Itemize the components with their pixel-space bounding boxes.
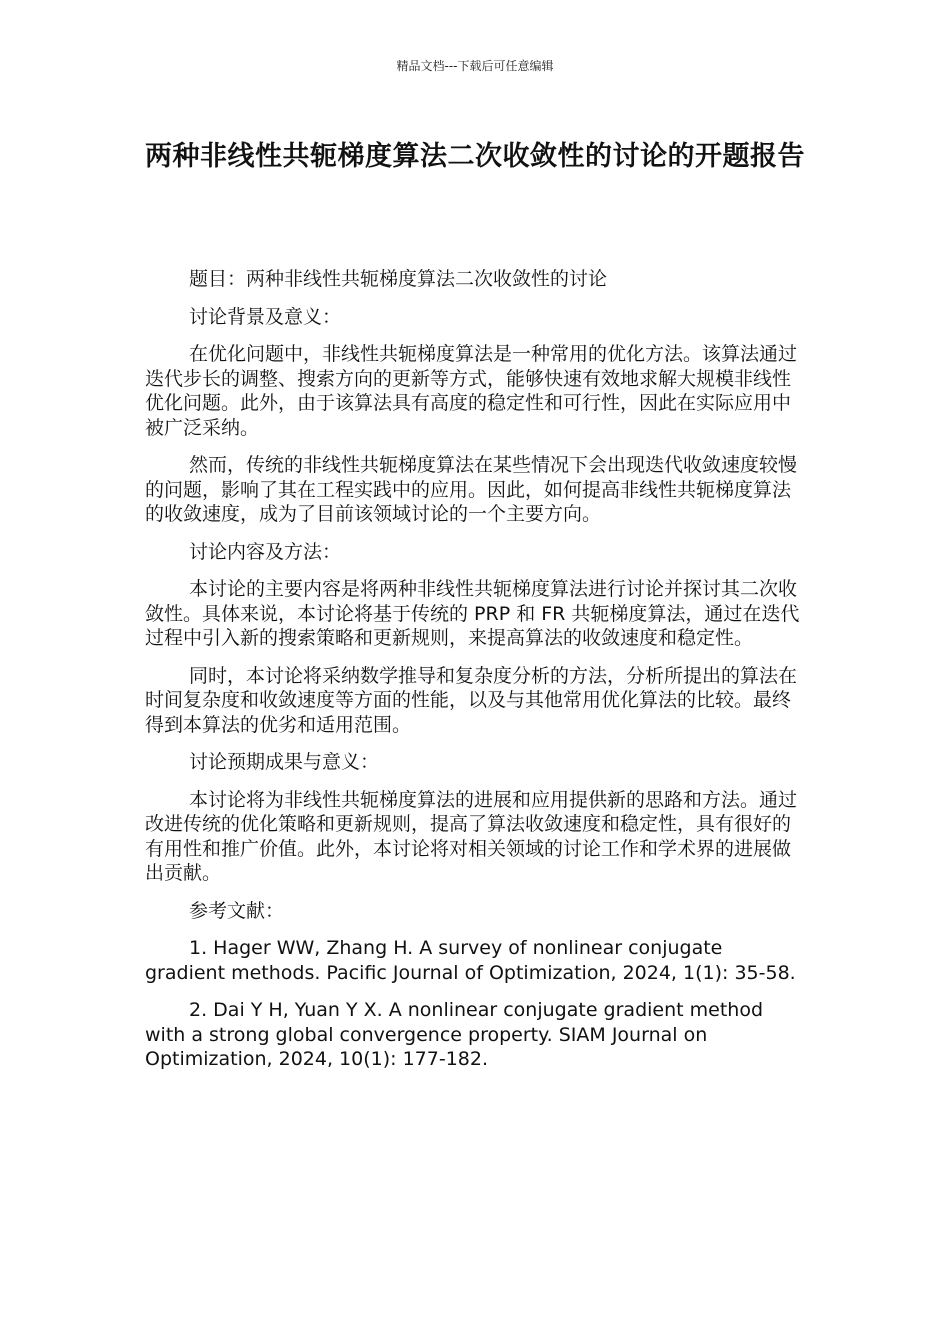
content-paragraph-1: 本讨论的主要内容是将两种非线性共轭梯度算法进行讨论并探讨其二次收敛性。具体来说，本讨论将基于传统的 PRP 和 FR 共轭梯度算法，通过在迭代过程中引入新的搜索策略和更新规则，来提高算法的收敛速度和稳定性。 bbox=[145, 578, 800, 649]
outcomes-paragraph: 本讨论将为非线性共轭梯度算法的进展和应用提供新的思路和方法。通过改进传统的优化策略和更新规则，提高了算法收敛速度和稳定性，具有很好的有用性和推广价值。此外，本讨论将对相关领域的讨论工作和学术界的进展做出贡献。 bbox=[145, 788, 798, 884]
document-title: 两种非线性共轭梯度算法二次收敛性的讨论的开题报告 bbox=[145, 141, 805, 172]
content-paragraph-2: 同时，本讨论将采纳数学推导和复杂度分析的方法，分析所提出的算法在时间复杂度和收敛速度等方面的性能，以及与其他常用优化算法的比较。最终得到本算法的优劣和适用范围。 bbox=[145, 664, 798, 736]
background-paragraph-1: 在优化问题中，非线性共轭梯度算法是一种常用的优化方法。该算法通过迭代步长的调整、搜索方向的更新等方式，能够快速有效地求解大规模非线性优化问题。此外，由于该算法具有高度的稳定性和可行性，因此在实际应用中被广泛采纳。 bbox=[145, 343, 798, 439]
section-heading-content: 讨论内容及方法： bbox=[189, 540, 342, 563]
section-heading-background: 讨论背景及意义： bbox=[189, 305, 342, 328]
topic-line: 题目：两种非线性共轭梯度算法二次收敛性的讨论 bbox=[189, 268, 608, 290]
header-note: 精品文档---下载后可任意编辑 bbox=[396, 59, 554, 73]
background-paragraph-2: 然而，传统的非线性共轭梯度算法在某些情况下会出现迭代收敛速度较慢的问题，影响了其在工程实践中的应用。因此，如何提高非线性共轭梯度算法的收敛速度，成为了目前该领域讨论的一个主要方向。 bbox=[145, 454, 798, 525]
section-heading-references: 参考文献： bbox=[189, 899, 285, 922]
document-body bbox=[145, 267, 805, 1085]
reference-item: 1. Hager WW, Zhang H. A survey of nonlinear conjugate gradient methods. Pacific Journal of Optimization, 2024, 1(1): 35-58. bbox=[145, 937, 796, 984]
section-heading-outcomes: 讨论预期成果与意义： bbox=[189, 751, 380, 773]
reference-item: 2. Dai Y H, Yuan Y X. A nonlinear conjugate gradient method with a strong global convergence property. SIAM Journal on Optimization, 2024, 10(1): 177-182. bbox=[145, 999, 763, 1070]
